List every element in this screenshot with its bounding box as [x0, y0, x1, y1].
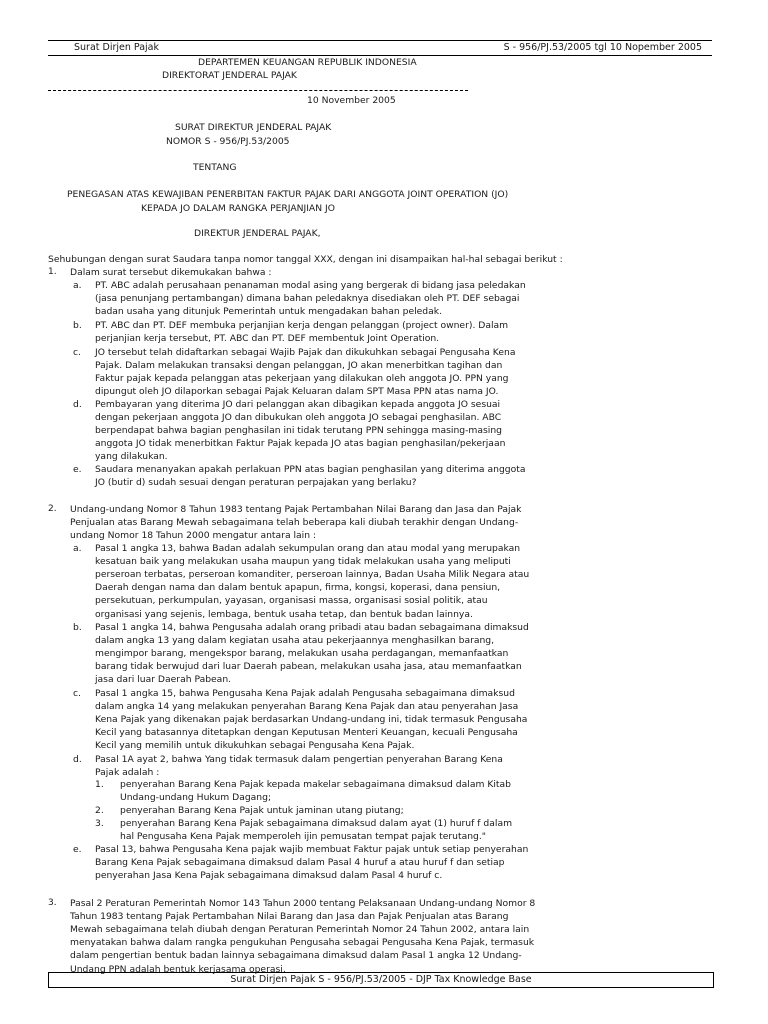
item-text: Pasal 1 angka 15, bahwa Pengusaha Kena Pajak adalah Pengusaha sebagaimana dimaksud — [95, 688, 515, 699]
item-text: dalam angka 13 yang dalam kegiatan usaha atau pekerjaannya menghasilkan barang, — [95, 635, 495, 647]
letter-date: 10 November 2005 — [307, 95, 396, 106]
item-text: Pajak adalah : — [95, 767, 160, 779]
subject-line1: PENEGASAN ATAS KEWAJIBAN PENERBITAN FAKTUR PAJAK DARI ANGGOTA JOINT OPERATION (JO) — [67, 189, 509, 200]
item-text: Pasal 1A ayat 2, bahwa Yang tidak termasuk dalam pengertian penyerahan Barang Kena — [95, 754, 503, 765]
item-label: c. — [73, 688, 81, 699]
item-label: e. — [73, 464, 82, 475]
item-text: Pasal 1 angka 13, bahwa Badan adalah sekumpulan orang dan atau modal yang merupakan — [95, 543, 521, 554]
item-text: Pajak. Dalam melakukan transaksi dengan pelanggan, JO akan menerbitkan tagihan dan — [95, 360, 503, 372]
subject-line2: KEPADA JO DALAM RANGKA PERJANJIAN JO — [141, 203, 335, 214]
item-text: Kecil yang memilih untuk dikukuhkan sebagai Pengusaha Kena Pajak. — [95, 740, 415, 752]
running-footer: Surat Dirjen Pajak S - 956/PJ.53/2005 - DJP Tax Knowledge Base — [48, 972, 714, 988]
item-text: PT. ABC adalah perusahaan penanaman modal asing yang bergerak di bidang jasa peledakan — [95, 280, 526, 291]
header-right: S - 956/PJ.53/2005 tgl 10 Nopember 2005 — [503, 42, 702, 53]
section2-number: 2. — [48, 504, 57, 514]
item-text: JO (butir d) sudah sesuai dengan peraturan perpajakan yang berlaku? — [95, 477, 417, 489]
item-text: Kecil yang batasannya ditetapkan dengan Keputusan Menteri Keuangan, kecuali Pengusaha — [95, 727, 518, 739]
item-text: penyerahan Jasa Kena Pajak sebagaimana dimaksud dalam Pasal 4 huruf c. — [95, 870, 443, 882]
item-label: b. — [73, 320, 82, 331]
item-text: Pasal 1 angka 14, bahwa Pengusaha adalah orang pribadi atau badan sebagaimana dimaksud — [95, 622, 529, 633]
item-text: jasa dari luar Daerah Pabean. — [95, 674, 232, 686]
subitem-text: hal Pengusaha Kena Pajak memperoleh ijin pemusatan tempat pajak terutang." — [120, 831, 487, 843]
item-text: dipungut oleh JO dilaporkan sebagai Pajak Keluaran dalam SPT Masa PPN atas nama JO. — [95, 386, 499, 398]
item-text: perjanjian kerja tersebut, PT. ABC dan PT. DEF membentuk Joint Operation. — [95, 333, 440, 345]
item-text: Pembayaran yang diterima JO dari pelanggan akan dibagikan kepada anggota JO sesuai — [95, 399, 501, 410]
divider — [48, 90, 468, 91]
subitem-text: penyerahan Barang Kena Pajak untuk jaminan utang piutang; — [120, 805, 404, 816]
item-label: b. — [73, 622, 82, 633]
item-text: badan usaha yang ditunjuk Pemerintah untuk mengadakan bahan peledak. — [95, 306, 443, 318]
item-text: Faktur pajak kepada pelanggan atas pekerjaan yang dilakukan oleh anggota JO. PPN yang — [95, 373, 509, 385]
section3-line: Tahun 1983 tentang Pajak Pertambahan Nilai Barang dan Jasa dan Pajak Penjualan atas Barang — [70, 911, 509, 923]
item-label: d. — [73, 399, 82, 410]
section3-line: Pasal 2 Peraturan Pemerintah Nomor 143 Tahun 2000 tentang Pelaksanaan Undang-undang Nomor 8 — [70, 898, 536, 909]
header-left: Surat Dirjen Pajak — [74, 42, 159, 53]
signatory-title: DIREKTUR JENDERAL PAJAK, — [194, 228, 321, 239]
section2-line: Undang-undang Nomor 8 Tahun 1983 tentang Pajak Pertambahan Nilai Barang dan Jasa dan Pajak — [70, 504, 522, 515]
item-text: yang dilakukan. — [95, 451, 168, 463]
item-text: kesatuan baik yang melakukan usaha maupun yang tidak melakukan usaha yang meliputi — [95, 556, 511, 568]
section1-number: 1. — [48, 267, 57, 277]
item-label: c. — [73, 347, 81, 358]
subitem-label: 1. — [95, 779, 104, 790]
section3-line: Mewah sebagaimana telah diubah dengan Peraturan Pemerintah Nomor 24 Tahun 2002, antara lain — [70, 924, 530, 936]
section1-text: Dalam surat tersebut dikemukakan bahwa : — [70, 267, 272, 278]
title-line1: SURAT DIREKTUR JENDERAL PAJAK — [175, 122, 332, 133]
item-text: PT. ABC dan PT. DEF membuka perjanjian kerja dengan pelanggan (project owner). Dalam — [95, 320, 509, 331]
section3-line: menyatakan bahwa dalam rangka pengukuhan Pengusaha sebagai Pengusaha Kena Pajak, termasuk — [70, 937, 535, 949]
section3-number: 3. — [48, 898, 57, 908]
item-label: d. — [73, 754, 82, 765]
title-line2: NOMOR S - 956/PJ.53/2005 — [166, 136, 290, 147]
item-text: (jasa penunjang pertambangan) dimana bahan peledaknya disediakan oleh PT. DEF sebagai — [95, 293, 520, 305]
section2-line: Penjualan atas Barang Mewah sebagaimana telah beberapa kali diubah terakhir dengan Undang- — [70, 517, 519, 529]
item-text: barang tidak berwujud dari luar Daerah pabean, melakukan usaha jasa, atau memanfaatkan — [95, 661, 522, 673]
item-text: Daerah dengan nama dan dalam bentuk apapun, firma, kongsi, koperasi, dana pensiun, — [95, 582, 501, 594]
dept-name: DEPARTEMEN KEUANGAN REPUBLIK INDONESIA — [198, 57, 417, 68]
item-text: Barang Kena Pajak sebagaimana dimaksud dalam Pasal 4 huruf a atau huruf f dan setiap — [95, 857, 505, 869]
item-text: perseroan terbatas, perseroan komanditer, perseroan lainnya, Badan Usaha Milik Negara atau — [95, 569, 530, 581]
tentang-label: TENTANG — [193, 162, 237, 173]
subitem-text: penyerahan Barang Kena Pajak sebagaimana dimaksud dalam ayat (1) huruf f dalam — [120, 818, 513, 829]
item-text: anggota JO tidak menerbitkan Faktur Pajak kepada JO atas bagian penghasilan/pekerjaan — [95, 438, 506, 450]
subitem-text: Undang-undang Hukum Dagang; — [120, 792, 272, 804]
section3-line: dalam pengertian bentuk badan lainnya sebagaimana dimaksud dalam Pasal 1 angka 12 Undang- — [70, 950, 522, 962]
item-text: organisasi yang sejenis, lembaga, bentuk usaha tetap, dan bentuk badan lainnya. — [95, 608, 473, 620]
item-text: persekutuan, perkumpulan, yayasan, organisasi massa, organisasi sosial politik, atau — [95, 595, 488, 607]
item-text: mengimpor barang, mengekspor barang, melakukan usaha perdagangan, memanfaatkan — [95, 648, 509, 660]
item-label: a. — [73, 280, 82, 291]
item-text: dalam angka 14 yang melakukan penyerahan Barang Kena Pajak dan atau penyerahan Jasa — [95, 701, 519, 713]
item-text: Saudara menanyakan apakah perlakuan PPN atas bagian penghasilan yang diterima anggota — [95, 464, 526, 475]
item-text: berpendapat bahwa bagian penghasilan ini tidak terutang PPN sehingga masing-masing — [95, 425, 502, 437]
item-text: dengan pekerjaan anggota JO dan dibukukan oleh anggota JO sebagai penghasilan. ABC — [95, 412, 502, 424]
item-text: Pasal 13, bahwa Pengusaha Kena pajak wajib membuat Faktur pajak untuk setiap penyerahan — [95, 844, 529, 855]
item-text: JO tersebut telah didaftarkan sebagai Wajib Pajak dan dikukuhkan sebagai Pengusaha Kena — [95, 347, 516, 358]
intro-paragraph: Sehubungan dengan surat Saudara tanpa nomor tanggal XXX, dengan ini disampaikan hal-hal sebagai berikut : — [48, 254, 563, 265]
item-label: e. — [73, 844, 82, 855]
item-text: Kena Pajak yang dikenakan pajak berdasarkan Undang-undang ini, tidak termasuk Pengusaha — [95, 714, 528, 726]
section3-line: Undang PPN adalah bentuk kerjasama operasi. — [70, 963, 286, 975]
subitem-label: 3. — [95, 818, 104, 829]
item-label: a. — [73, 543, 82, 554]
section2-line: undang Nomor 18 Tahun 2000 mengatur antara lain : — [70, 530, 317, 542]
subitem-label: 2. — [95, 805, 104, 816]
subitem-text: penyerahan Barang Kena Pajak kepada makelar sebagaimana dimaksud dalam Kitab — [120, 779, 511, 790]
running-header — [48, 40, 712, 56]
directorate-name: DIREKTORAT JENDERAL PAJAK — [162, 70, 297, 81]
